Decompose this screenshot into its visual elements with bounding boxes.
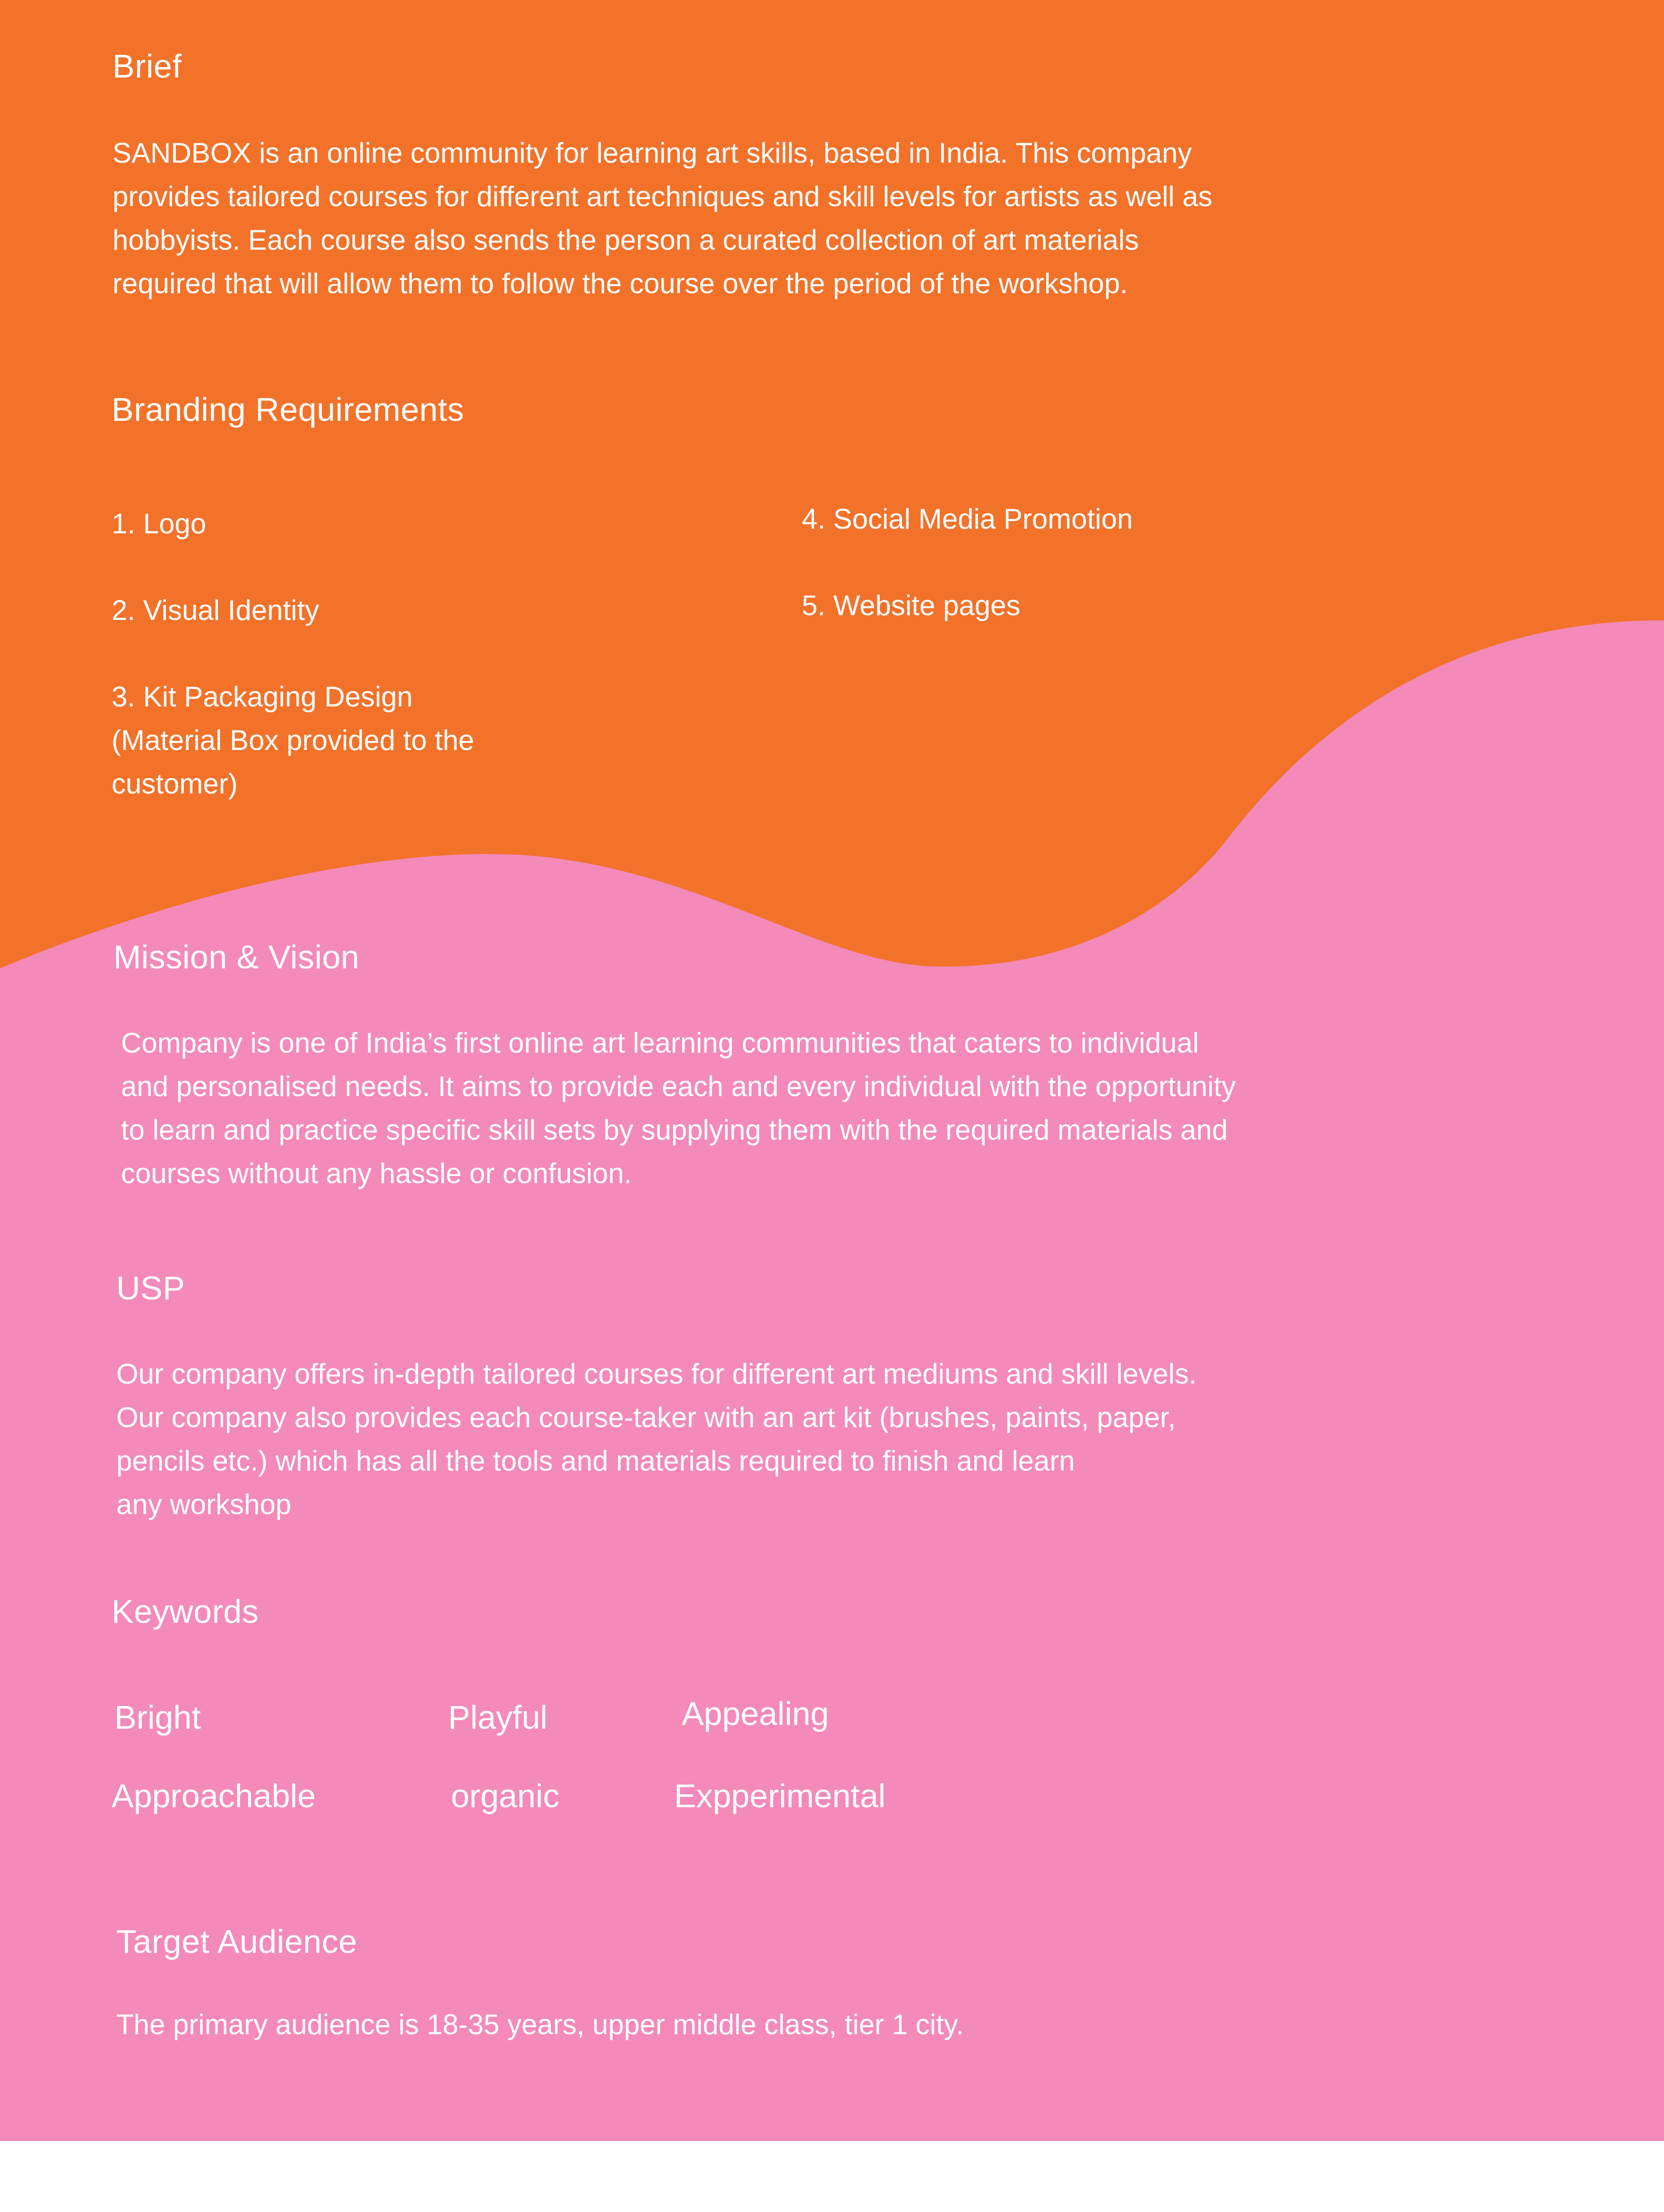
branding-item-line: (Material Box provided to the	[112, 724, 475, 756]
branding-heading: Branding Requirements	[112, 391, 464, 428]
usp-line: Our company offers in-depth tailored courses for different art mediums and skill levels.	[116, 1358, 1197, 1390]
branding-item-line: customer)	[112, 768, 238, 800]
mission-paragraph	[121, 1021, 1236, 1195]
mission-line: Company is one of India’s first online art learning communities that caters to individual	[121, 1027, 1199, 1059]
usp-heading: USP	[116, 1270, 185, 1306]
usp-line: any workshop	[116, 1489, 292, 1520]
branding-item-social-media: 4. Social Media Promotion	[802, 503, 1133, 535]
brief-line: required that will allow them to follow the course over the period of the workshop.	[113, 268, 1128, 299]
usp-text: Our company also	[116, 1402, 355, 1433]
audience-text: The primary audience is	[116, 2009, 427, 2040]
keyword-playful: Playful	[448, 1699, 548, 1736]
audience-heading: Target Audience	[116, 1923, 357, 1960]
brief-paragraph	[113, 131, 1213, 305]
keyword-expperimental: Expperimental	[674, 1777, 886, 1814]
audience-highlight: 18-35 years, upper middle class, tier 1 city.	[426, 2009, 964, 2040]
brief-line: provides tailored courses for different art techniques and skill levels for artists as well as	[113, 181, 1213, 212]
mission-line: courses without any hassle or confusion.	[121, 1158, 632, 1189]
keyword-bright: Bright	[114, 1699, 201, 1736]
keyword-appealing: Appealing	[682, 1695, 829, 1732]
keyword-organic: organic	[451, 1777, 560, 1814]
mission-heading: Mission & Vision	[113, 939, 360, 975]
usp-line	[116, 1396, 1197, 1439]
usp-text: (brushes, paints, paper,	[871, 1402, 1176, 1433]
branding-item-visual-identity: 2. Visual Identity	[112, 594, 320, 626]
mission-line: to learn and practice specific skill sets by supplying them with the required materials and	[121, 1114, 1228, 1146]
brief-heading: Brief	[113, 48, 182, 85]
branding-item-kit-packaging	[112, 675, 474, 806]
keyword-approachable: Approachable	[112, 1777, 316, 1814]
audience-line	[116, 2003, 964, 2047]
brief-line: SANDBOX is an online community for learning art skills, based in India. This company	[113, 137, 1192, 169]
branding-item-logo: 1. Logo	[112, 508, 207, 540]
branding-item-website: 5. Website pages	[802, 590, 1021, 621]
keywords-heading: Keywords	[112, 1593, 259, 1630]
mission-line: and personalised needs. It aims to provide each and every individual with the opportunity	[121, 1071, 1236, 1102]
branding-item-line: 3. Kit Packaging Design	[112, 681, 413, 713]
usp-line: pencils etc.) which has all the tools and materials required to finish and learn	[116, 1445, 1075, 1477]
bottom-white-strip	[0, 2141, 1664, 2212]
usp-paragraph	[116, 1352, 1197, 1526]
usp-highlight: provides each course-taker with an art kit	[354, 1402, 872, 1433]
brief-line: hobbyists. Each course also sends the person a curated collection of art materials	[113, 224, 1139, 256]
